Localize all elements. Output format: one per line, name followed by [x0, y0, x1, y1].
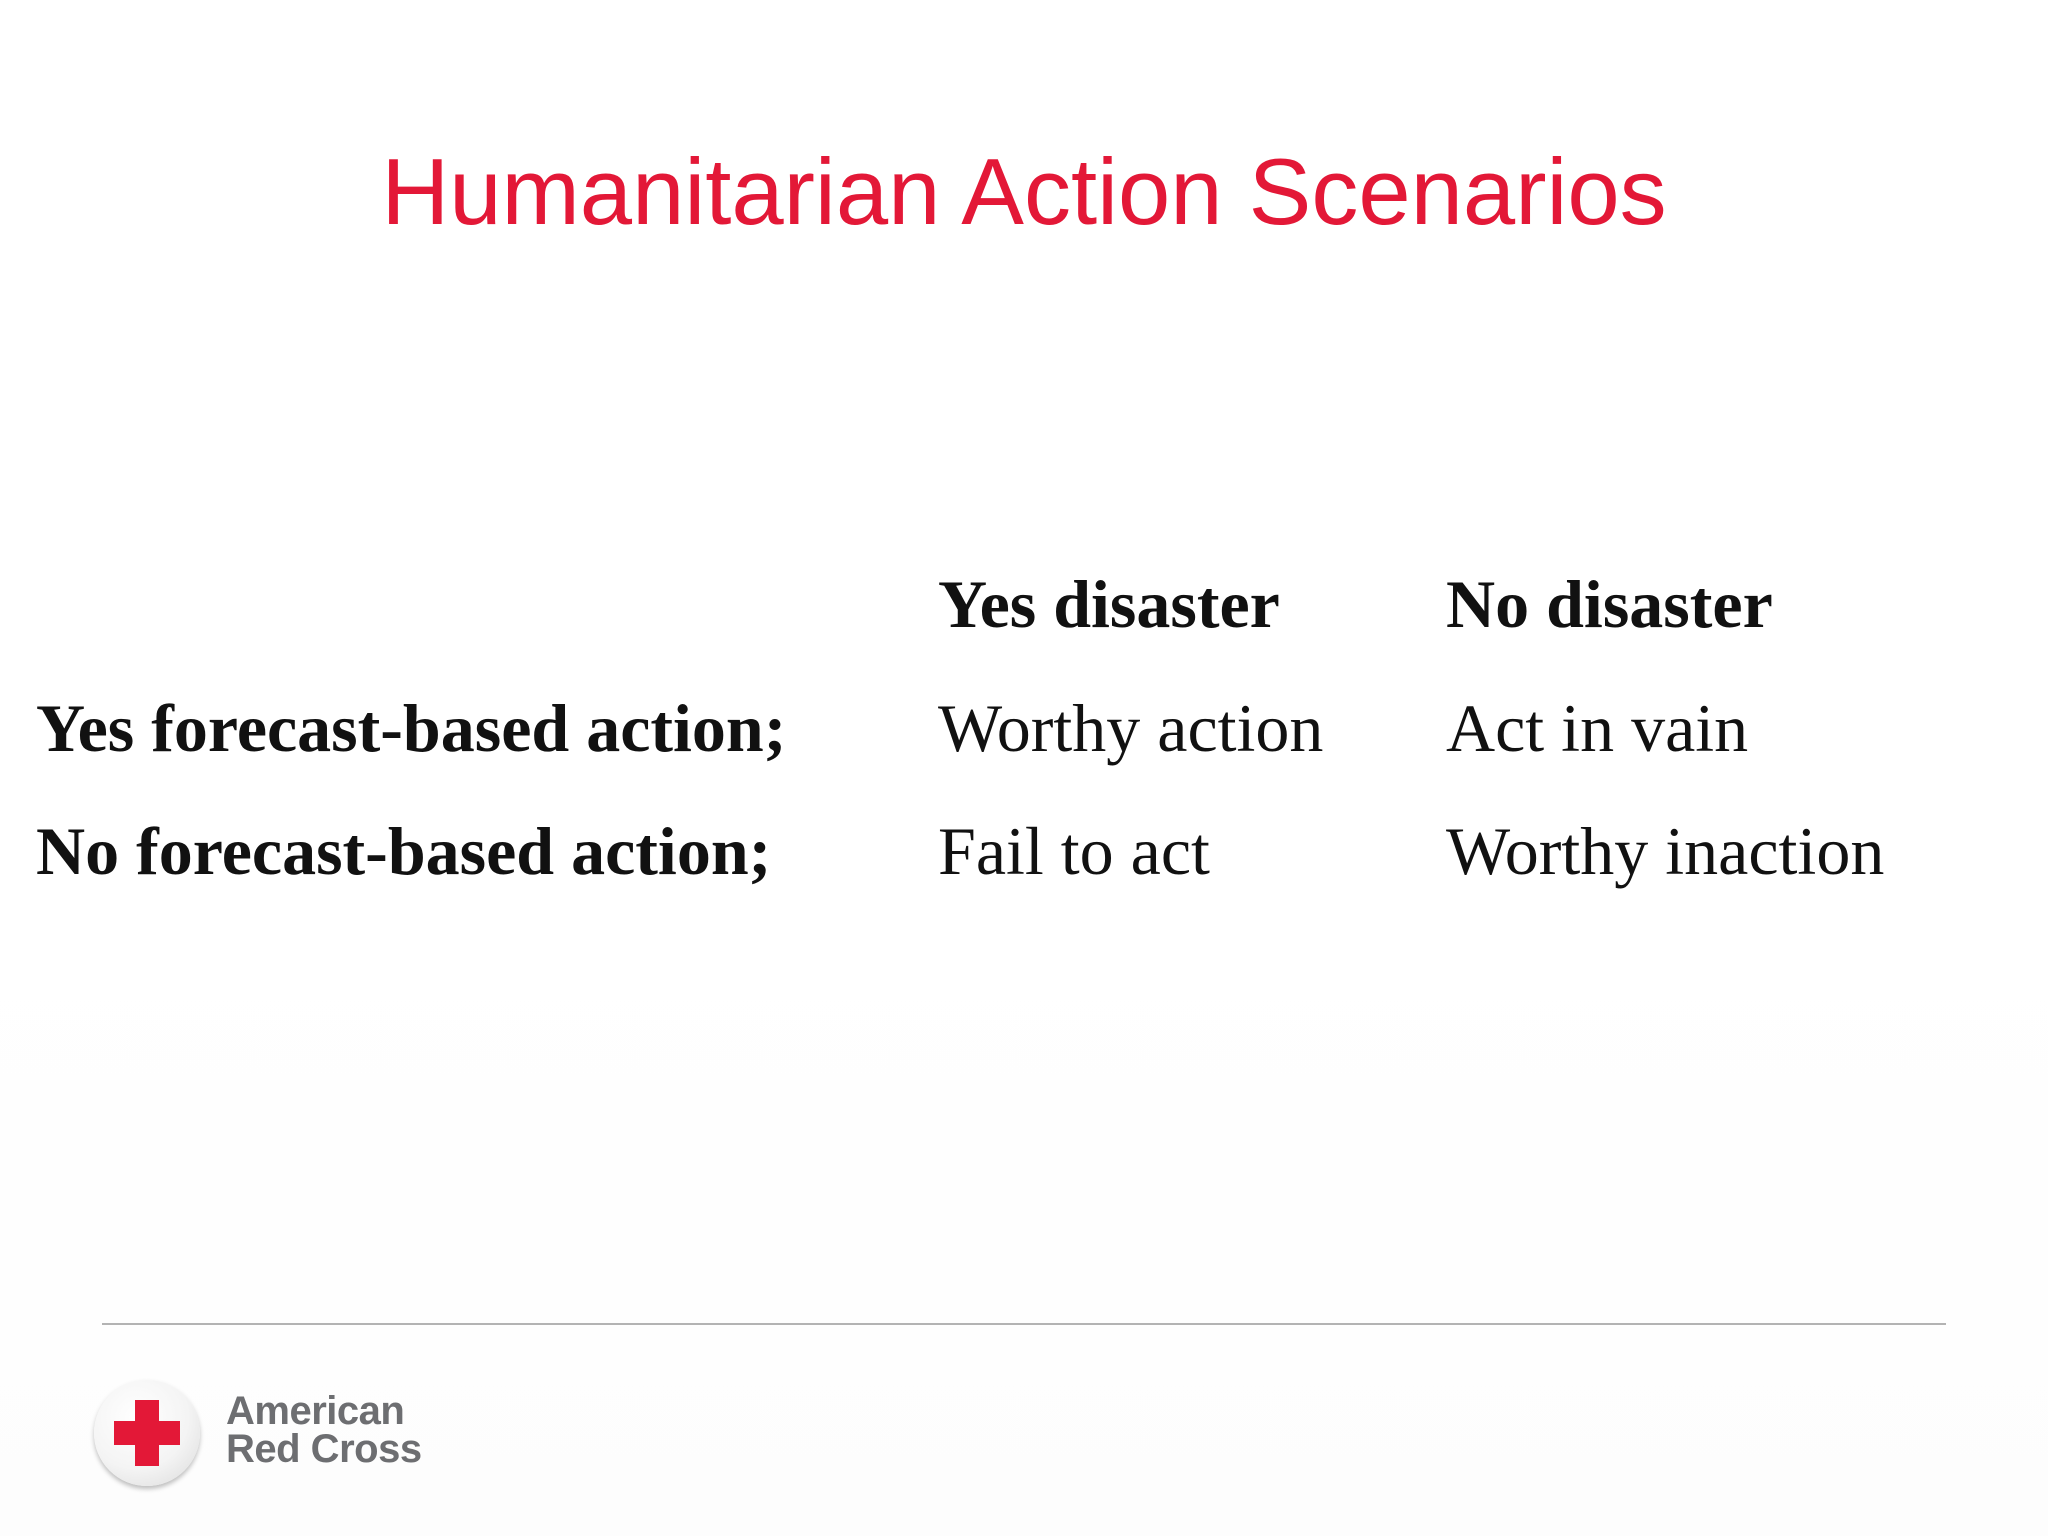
- slide-title: Humanitarian Action Scenarios: [381, 139, 1667, 244]
- footer-divider: [102, 1323, 1946, 1325]
- logo-line-2: Red Cross: [226, 1427, 422, 1471]
- logo-line-1: American: [226, 1389, 405, 1433]
- column-header-no-disaster: No disaster: [1446, 566, 1773, 642]
- row-label-yes-action: Yes forecast-based action;: [36, 690, 787, 766]
- american-red-cross-logo: [94, 1380, 454, 1492]
- cell-worthy-action: Worthy action: [938, 690, 1324, 766]
- cell-act-in-vain: Act in vain: [1446, 690, 1749, 766]
- cell-fail-to-act: Fail to act: [938, 813, 1210, 889]
- logo-badge: [94, 1380, 200, 1486]
- row-label-no-action: No forecast-based action;: [36, 813, 772, 889]
- logo-wordmark: [226, 1389, 422, 1471]
- red-cross-icon: [108, 1394, 186, 1472]
- cell-worthy-inaction: Worthy inaction: [1446, 813, 1885, 889]
- column-header-yes-disaster: Yes disaster: [938, 566, 1280, 642]
